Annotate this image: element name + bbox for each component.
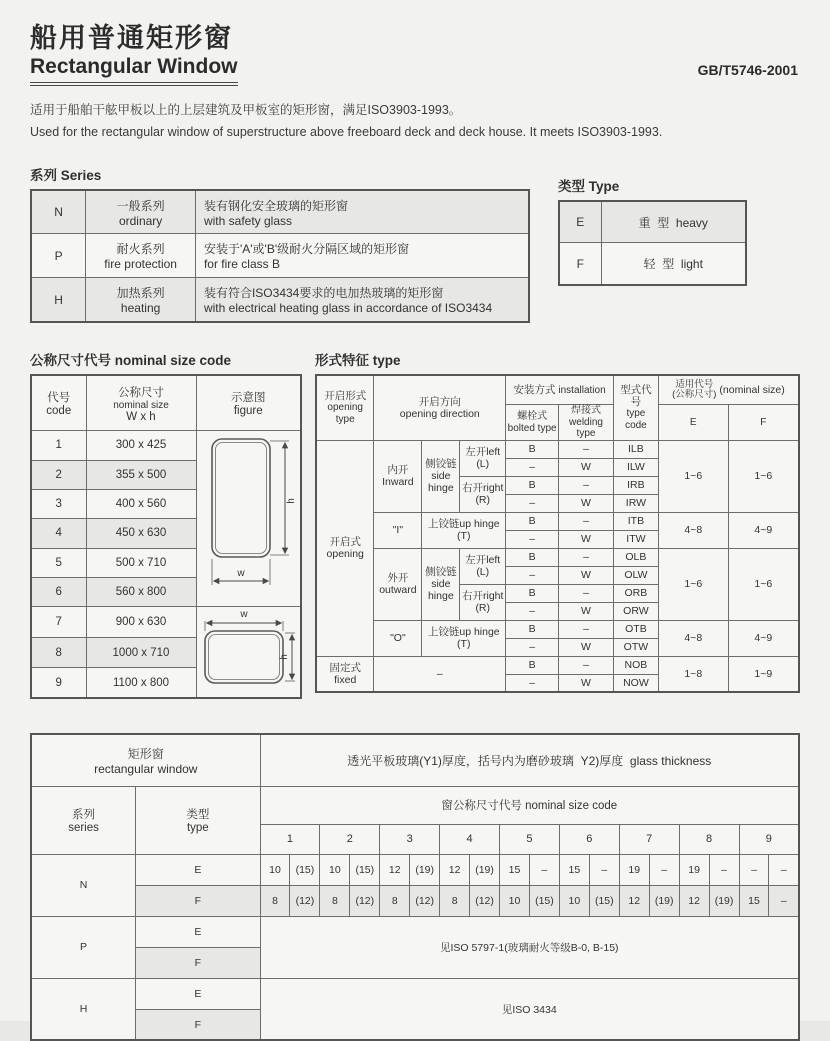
col-bolted-en: bolted type — [507, 422, 557, 434]
glass-value: – — [769, 854, 799, 885]
col-applicable-zh: 适用代号 — [675, 378, 714, 390]
series-row-p — [31, 234, 529, 278]
glass-table — [30, 733, 800, 1041]
dir-up-hinge-mark: (T) — [457, 638, 471, 651]
size-section — [30, 349, 302, 700]
cell-range-f: 1~6 — [728, 440, 799, 512]
intro-zh: 适用于船舶干舷甲板以上的上层建筑及甲板室的矩形窗，满足ISO3903-1993。 — [30, 103, 462, 117]
col-opening-type-en1: opening — [327, 402, 363, 414]
size-code: 2 — [31, 460, 86, 489]
glass-size-code: 8 — [679, 824, 739, 854]
series-desc-en: with electrical heating glass in accordance of ISO3434 — [203, 301, 493, 315]
title-block — [30, 16, 238, 86]
col-welding-zh: 焊接式 — [571, 405, 601, 417]
glass-value: (19) — [470, 854, 500, 885]
series-desc-en: with safety glass — [203, 213, 293, 228]
col-type-code-en: type code — [625, 408, 647, 431]
size-col-figure — [196, 375, 301, 431]
type-code: F — [559, 243, 601, 285]
form-row — [316, 620, 799, 638]
group-side-hinge-en1: side — [431, 470, 451, 483]
size-code: 1 — [31, 431, 86, 460]
glass-row-n-f — [31, 885, 799, 916]
cell-bolted: B — [506, 476, 559, 494]
cell-range-e: 1~6 — [658, 440, 728, 512]
series-name — [86, 278, 196, 322]
size-value: 300 x 425 — [86, 431, 196, 460]
cell-type-code: NOB — [613, 656, 658, 674]
series-desc — [195, 234, 529, 278]
cell-range-f: 1~9 — [728, 656, 799, 692]
col-e: E — [658, 405, 728, 441]
dir-left — [460, 548, 506, 584]
col-installation-zh: 安装方式 — [513, 383, 556, 396]
size-value: 900 x 630 — [86, 607, 196, 638]
cell-welding: W — [559, 494, 614, 512]
size-value: 560 x 800 — [86, 577, 196, 606]
glass-type-f: F — [136, 947, 260, 978]
series-desc-en: for fire class B — [203, 257, 280, 272]
glass-value: – — [529, 854, 559, 885]
dim-h-label: h — [278, 654, 290, 661]
col-type-code-zh: 型式代号 — [620, 384, 652, 409]
series-name — [86, 234, 196, 278]
group-outward-en: outward — [379, 584, 417, 597]
glass-value: 15 — [739, 885, 769, 916]
glass-value: 10 — [500, 885, 530, 916]
size-row — [31, 431, 301, 460]
glass-size-code: 2 — [320, 824, 380, 854]
glass-window-header — [31, 734, 260, 786]
glass-value: (15) — [290, 854, 320, 885]
glass-col-type-zh: 类型 — [186, 809, 210, 822]
fixed-dash: – — [374, 656, 506, 692]
dim-h-label: h — [285, 498, 297, 505]
glass-value: 12 — [380, 854, 410, 885]
glass-window-zh: 矩形窗 — [127, 747, 164, 761]
col-opening-direction-en: opening direction — [399, 407, 480, 420]
group-fixed — [316, 656, 374, 692]
dir-left-mark: (L) — [476, 458, 490, 471]
glass-size-code: 1 — [260, 824, 320, 854]
cell-type-code: ORB — [613, 584, 658, 602]
cell-type-code: OTB — [613, 620, 658, 638]
glass-type-e: E — [136, 854, 260, 885]
type-row-f — [559, 243, 746, 285]
series-section — [30, 164, 530, 323]
size-code: 6 — [31, 577, 86, 606]
glass-size-code: 4 — [440, 824, 500, 854]
glass-value: 8 — [380, 885, 410, 916]
series-name-en: fire protection — [104, 257, 177, 272]
glass-col-series — [31, 786, 136, 854]
dim-w-label: w — [237, 568, 245, 580]
form-row — [316, 548, 799, 566]
cell-welding: – — [559, 476, 614, 494]
cell-range-e: 1~6 — [658, 548, 728, 620]
size-value: 1100 x 800 — [86, 668, 196, 699]
group-side-hinge-zh: 侧铰链 — [425, 458, 457, 471]
glass-value: (12) — [410, 885, 440, 916]
glass-value: 15 — [559, 854, 589, 885]
series-name-en: ordinary — [118, 213, 163, 228]
group-fixed-zh: 固定式 — [329, 661, 361, 674]
cell-type-code: OTW — [613, 638, 658, 656]
glass-row-n-e — [31, 854, 799, 885]
series-row-n — [31, 190, 529, 234]
series-name-en: heating — [120, 301, 161, 315]
glass-value: (15) — [350, 854, 380, 885]
page-title-zh: 船用普通矩形窗 — [30, 23, 233, 53]
size-col-size-en: nominal size — [113, 399, 169, 411]
glass-caption: 透光平板玻璃(Y1)厚度，括号内为磨砂玻璃 Y2)厚度 glass thickness — [260, 734, 799, 786]
glass-value: 12 — [619, 885, 649, 916]
dim-w-label: w — [240, 609, 248, 621]
glass-series-p: P — [31, 916, 136, 978]
cell-welding: – — [559, 440, 614, 458]
glass-value: – — [589, 854, 619, 885]
cell-bolted: – — [506, 566, 559, 584]
col-applicable-zh2: (公称尺寸) — [672, 389, 717, 400]
glass-value: (19) — [709, 885, 739, 916]
form-section — [315, 349, 800, 700]
cell-range-e: 4~8 — [658, 620, 728, 656]
cell-bolted: B — [506, 584, 559, 602]
size-header-row — [31, 375, 301, 431]
col-applicable-en: (nominal size) — [719, 383, 785, 396]
cell-welding: – — [559, 548, 614, 566]
cell-type-code: IRW — [613, 494, 658, 512]
type-table — [558, 200, 747, 286]
group-opening-en: opening — [326, 548, 364, 561]
glass-value: (12) — [470, 885, 500, 916]
glass-size-code: 5 — [500, 824, 560, 854]
glass-value: (19) — [649, 885, 679, 916]
col-opening-type-zh: 开启形式 — [324, 390, 367, 403]
size-code: 8 — [31, 637, 86, 668]
group-side-hinge-zh: 侧铰链 — [425, 566, 457, 579]
glass-section — [30, 733, 800, 1041]
col-opening-type-en2: type — [335, 413, 355, 425]
cell-type-code: IRB — [613, 476, 658, 494]
cell-bolted: – — [506, 530, 559, 548]
cell-type-code: OLW — [613, 566, 658, 584]
series-name-zh: 一般系列 — [116, 198, 165, 213]
size-form-row — [30, 349, 800, 700]
size-value: 1000 x 710 — [86, 637, 196, 668]
glass-value: (12) — [350, 885, 380, 916]
group-opening-zh: 开启式 — [329, 536, 361, 549]
glass-type-e: E — [136, 978, 260, 1009]
size-code: 3 — [31, 489, 86, 518]
cell-type-code: ITB — [613, 512, 658, 530]
col-installation-en: installation — [558, 384, 606, 396]
portrait-window-figure — [199, 433, 298, 601]
series-name-zh: 耐火系列 — [116, 242, 165, 257]
form-row — [316, 512, 799, 530]
form-header-row-1 — [316, 375, 799, 405]
glass-h-note: 见ISO 3434 — [260, 978, 799, 1040]
form-row — [316, 656, 799, 674]
glass-value: (12) — [290, 885, 320, 916]
form-table — [315, 374, 800, 694]
group-inward-mark: "I" — [374, 512, 422, 548]
cell-range-e: 4~8 — [658, 512, 728, 548]
glass-value: – — [769, 885, 799, 916]
type-row-e — [559, 201, 746, 243]
form-row — [316, 440, 799, 458]
type-heading: 类型 Type — [558, 178, 620, 194]
col-installation — [506, 375, 614, 405]
glass-value: – — [649, 854, 679, 885]
size-code: 7 — [31, 607, 86, 638]
glass-col-type-en: type — [186, 822, 209, 835]
col-bolted-zh: 螺栓式 — [517, 411, 548, 422]
glass-value: 12 — [679, 885, 709, 916]
cell-welding: W — [559, 638, 614, 656]
size-heading: 公称尺寸代号 nominal size code — [30, 352, 232, 368]
size-value: 500 x 710 — [86, 548, 196, 577]
cell-welding: W — [559, 566, 614, 584]
cell-type-code: ORW — [613, 602, 658, 620]
glass-col-type — [136, 786, 260, 854]
group-inward-en: Inward — [382, 476, 414, 489]
size-code: 4 — [31, 519, 86, 548]
glass-value: – — [739, 854, 769, 885]
cell-welding: – — [559, 656, 614, 674]
col-opening-type — [316, 375, 374, 441]
glass-col-series-zh: 系列 — [72, 809, 96, 822]
size-col-code-zh: 代号 — [47, 392, 71, 404]
cell-bolted: B — [506, 512, 559, 530]
glass-value: 19 — [679, 854, 709, 885]
glass-series-n: N — [31, 854, 136, 916]
dir-left — [460, 440, 506, 476]
series-table — [30, 189, 530, 323]
cell-range-f: 1~6 — [728, 548, 799, 620]
dir-up-hinge — [422, 512, 506, 548]
series-name-zh: 加热系列 — [116, 286, 165, 300]
col-opening-direction — [374, 375, 506, 441]
group-side-hinge-en1: side — [431, 578, 451, 591]
group-inward-zh: 内开 — [387, 464, 409, 477]
col-welding — [559, 405, 614, 441]
figure-landscape-cell — [196, 607, 301, 699]
glass-size-code: 6 — [559, 824, 619, 854]
glass-value: (15) — [589, 885, 619, 916]
standard-number: GB/T5746-2001 — [697, 62, 798, 78]
dir-left-zh: 左开left — [465, 554, 501, 567]
glass-value: (19) — [410, 854, 440, 885]
intro-paragraph — [30, 100, 800, 144]
cell-bolted: – — [506, 494, 559, 512]
glass-value: 19 — [619, 854, 649, 885]
size-col-code-en: code — [46, 405, 72, 417]
glass-value: 8 — [260, 885, 290, 916]
type-code: E — [559, 201, 601, 243]
dir-up-hinge-label: 上铰链up hinge — [427, 518, 500, 531]
size-col-figure-zh: 示意图 — [231, 392, 266, 404]
cell-bolted: B — [506, 548, 559, 566]
figure-portrait-cell — [196, 431, 301, 607]
group-side-hinge — [422, 548, 460, 620]
dir-right-zh: 右开right — [462, 482, 504, 495]
glass-value: 8 — [320, 885, 350, 916]
cell-type-code: NOW — [613, 674, 658, 692]
glass-caption-row — [31, 734, 799, 786]
cell-welding: W — [559, 674, 614, 692]
glass-row-h-e — [31, 978, 799, 1009]
glass-row-p-e — [31, 916, 799, 947]
series-row-h — [31, 278, 529, 322]
glass-value: (15) — [529, 885, 559, 916]
series-desc — [195, 278, 529, 322]
cell-welding: – — [559, 584, 614, 602]
col-type-code — [613, 375, 658, 441]
cell-type-code: ILW — [613, 458, 658, 476]
glass-size-code: 3 — [380, 824, 440, 854]
type-label: 轻 型 light — [601, 243, 746, 285]
group-inward — [374, 440, 422, 512]
col-applicable — [658, 375, 799, 405]
cell-type-code: OLB — [613, 548, 658, 566]
type-section — [558, 175, 747, 323]
size-col-size-unit: W x h — [126, 410, 156, 423]
col-bolted — [506, 405, 559, 441]
series-desc-zh: 安装于'A'或'B'级耐火分隔区域的矩形窗 — [203, 242, 410, 257]
dir-right-zh: 右开right — [462, 590, 504, 603]
group-outward-zh: 外开 — [387, 572, 409, 585]
dir-right — [460, 476, 506, 512]
glass-value: 12 — [440, 854, 470, 885]
dir-up-hinge-mark: (T) — [457, 530, 471, 543]
series-desc-zh: 装有钢化安全玻璃的矩形窗 — [203, 198, 348, 213]
dir-right-mark: (R) — [475, 494, 491, 507]
series-desc — [195, 190, 529, 234]
glass-type-e: E — [136, 916, 260, 947]
glass-type-f: F — [136, 1009, 260, 1040]
glass-p-note: 见ISO 5797-1(玻璃耐火等级B-0, B-15) — [260, 916, 799, 978]
glass-col-series-en: series — [68, 822, 99, 835]
cell-bolted: B — [506, 440, 559, 458]
cell-welding: W — [559, 530, 614, 548]
col-opening-direction-zh: 开启方向 — [418, 395, 461, 408]
glass-window-en: rectangular window — [94, 762, 198, 776]
cell-range-f: 4~9 — [728, 620, 799, 656]
series-heading: 系列 Series — [30, 167, 102, 183]
size-code: 5 — [31, 548, 86, 577]
series-name — [86, 190, 196, 234]
dir-up-hinge — [422, 620, 506, 656]
cell-bolted: – — [506, 638, 559, 656]
size-row — [31, 607, 301, 638]
dir-right-mark: (R) — [475, 602, 491, 615]
size-value: 400 x 560 — [86, 489, 196, 518]
dir-left-zh: 左开left — [465, 446, 501, 459]
glass-value: 10 — [559, 885, 589, 916]
glass-value: 15 — [500, 854, 530, 885]
cell-bolted: – — [506, 602, 559, 620]
group-side-hinge-en2: hinge — [427, 482, 454, 495]
dir-right — [460, 584, 506, 620]
glass-value: 8 — [440, 885, 470, 916]
cell-bolted: – — [506, 674, 559, 692]
glass-size-code: 9 — [739, 824, 799, 854]
glass-value: 10 — [260, 854, 290, 885]
size-col-size — [86, 375, 196, 431]
cell-type-code: ITW — [613, 530, 658, 548]
glass-value: 10 — [320, 854, 350, 885]
cell-welding: W — [559, 458, 614, 476]
series-type-row — [30, 164, 800, 323]
series-code: P — [31, 234, 86, 278]
glass-value: – — [709, 854, 739, 885]
glass-header-row-2 — [31, 786, 799, 824]
cell-bolted: B — [506, 620, 559, 638]
size-value: 355 x 500 — [86, 460, 196, 489]
cell-welding: W — [559, 602, 614, 620]
glass-size-code-header: 窗公称尺寸代号 nominal size code — [260, 786, 799, 824]
page-title-en: Rectangular Window — [30, 55, 238, 86]
landscape-window-figure — [199, 609, 298, 692]
size-table — [30, 374, 302, 700]
size-col-figure-en: figure — [233, 405, 263, 417]
col-f: F — [728, 405, 799, 441]
glass-size-code: 7 — [619, 824, 679, 854]
size-value: 450 x 630 — [86, 519, 196, 548]
group-fixed-en: fixed — [334, 674, 357, 686]
cell-bolted: B — [506, 656, 559, 674]
size-code: 9 — [31, 668, 86, 699]
cell-range-f: 4~9 — [728, 512, 799, 548]
cell-range-e: 1~8 — [658, 656, 728, 692]
series-code: H — [31, 278, 86, 322]
dir-up-hinge-label: 上铰链up hinge — [427, 626, 500, 639]
series-desc-zh: 装有符合ISO3434要求的电加热玻璃的矩形窗 — [203, 286, 444, 300]
series-code: N — [31, 190, 86, 234]
intro-en: Used for the rectangular window of superstructure above freeboard deck and deck house. It meets ISO3903-1993. — [30, 124, 663, 139]
size-col-size-zh: 公称尺寸 — [118, 386, 164, 399]
dir-left-mark: (L) — [476, 566, 490, 579]
group-outward — [374, 548, 422, 620]
group-side-hinge-en2: hinge — [427, 590, 454, 603]
type-label: 重 型 heavy — [601, 201, 746, 243]
cell-bolted: – — [506, 458, 559, 476]
glass-type-f: F — [136, 885, 260, 916]
glass-series-h: H — [31, 978, 136, 1040]
size-col-code — [31, 375, 86, 431]
cell-type-code: ILB — [613, 440, 658, 458]
group-side-hinge — [422, 440, 460, 512]
group-outward-mark: "O" — [374, 620, 422, 656]
form-heading: 形式特征 type — [315, 352, 401, 368]
col-welding-en: welding type — [569, 416, 603, 440]
group-opening — [316, 440, 374, 656]
cell-welding: – — [559, 620, 614, 638]
cell-welding: – — [559, 512, 614, 530]
